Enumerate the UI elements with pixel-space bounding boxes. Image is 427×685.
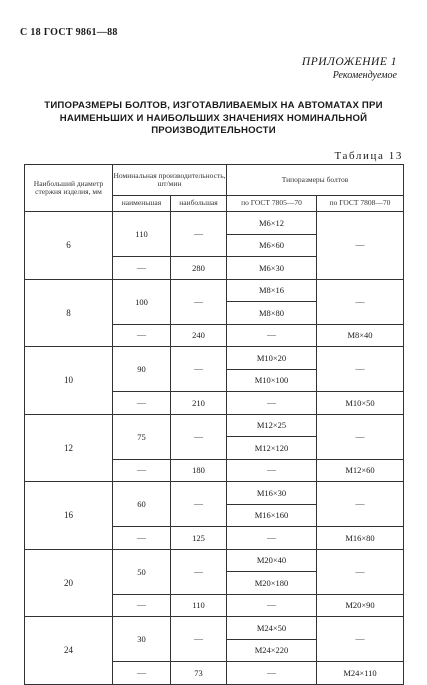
prod-min-cell: 60 [113, 482, 171, 527]
prod-max-cell: 210 [171, 392, 227, 415]
gost-7808-cell: М12×60 [317, 459, 404, 482]
dash-cell: — [227, 459, 317, 482]
dash-cell: — [113, 459, 171, 482]
header-prod-max: наибольшая [171, 196, 227, 212]
gost-7805-cell: М16×30 [227, 482, 317, 505]
dash-cell: — [227, 662, 317, 685]
header-gost-7805: по ГОСТ 7805—70 [227, 196, 317, 212]
gost-7805-cell: М16×160 [227, 504, 317, 527]
gost-7805-cell: М6×60 [227, 234, 317, 257]
table-row [25, 617, 404, 640]
gost-7805-cell: М12×25 [227, 414, 317, 437]
dash-cell: — [317, 414, 404, 459]
diameter-cell: 8 [25, 279, 113, 347]
title-line-3: ПРОИЗВОДИТЕЛЬНОСТИ [151, 125, 276, 136]
gost-7805-cell: М24×50 [227, 617, 317, 640]
dash-cell: — [317, 347, 404, 392]
dash-cell: — [171, 347, 227, 392]
appendix-title: ПРИЛОЖЕНИЕ 1 [301, 56, 397, 68]
table-row [25, 549, 404, 572]
diameter-cell: 12 [25, 414, 113, 482]
dash-cell: — [171, 212, 227, 257]
dash-cell: — [113, 324, 171, 347]
dash-cell: — [227, 324, 317, 347]
appendix-block [302, 56, 397, 82]
prod-min-cell: 50 [113, 549, 171, 594]
page-header: С 18 ГОСТ 9861—88 [20, 27, 118, 38]
gost-7805-cell: М6×30 [227, 257, 317, 280]
gost-7805-cell: М20×180 [227, 572, 317, 595]
header-diameter: Наибольший диаметр стержня изделия, мм [25, 165, 113, 212]
gost-7808-cell: М10×50 [317, 392, 404, 415]
gost-7805-cell: М20×40 [227, 549, 317, 572]
dash-cell: — [317, 279, 404, 324]
prod-max-cell: 125 [171, 527, 227, 550]
gost-7808-cell: М16×80 [317, 527, 404, 550]
title-line-2: НАИМЕНЬШИХ И НАИБОЛЬШИХ ЗНАЧЕНИЯХ НОМИНАЛЬНОЙ [59, 112, 368, 124]
dash-cell: — [317, 482, 404, 527]
dash-cell: — [317, 212, 404, 280]
diameter-cell: 6 [25, 212, 113, 280]
prod-min-cell: 100 [113, 279, 171, 324]
bolt-sizes-table [24, 164, 404, 685]
diameter-cell: 24 [25, 617, 113, 685]
prod-max-cell: 73 [171, 662, 227, 685]
header-productivity: Номинальная производительность, шт/мин [113, 165, 227, 196]
gost-7805-cell: М24×220 [227, 639, 317, 662]
title-line-1: ТИПОРАЗМЕРЫ БОЛТОВ, ИЗГОТАВЛИВАЕМЫХ НА АВТОМАТАХ ПРИ [44, 100, 383, 111]
gost-7805-cell: М10×20 [227, 347, 317, 370]
dash-cell: — [171, 482, 227, 527]
prod-max-cell: 110 [171, 594, 227, 617]
gost-7805-cell: М8×16 [227, 279, 317, 302]
dash-cell: — [113, 392, 171, 415]
appendix-subtitle: Рекомендуемое [332, 70, 397, 81]
dash-cell: — [113, 257, 171, 280]
diameter-cell: 20 [25, 549, 113, 617]
header-bolt-sizes: Типоразмеры болтов [227, 165, 404, 196]
prod-min-cell: 30 [113, 617, 171, 662]
gost-7808-cell: М20×90 [317, 594, 404, 617]
diameter-cell: 10 [25, 347, 113, 415]
gost-7805-cell: М6×12 [227, 212, 317, 235]
dash-cell: — [317, 549, 404, 594]
prod-max-cell: 180 [171, 459, 227, 482]
dash-cell: — [227, 392, 317, 415]
dash-cell: — [171, 549, 227, 594]
table-row [25, 414, 404, 437]
dash-cell: — [227, 594, 317, 617]
dash-cell: — [113, 662, 171, 685]
dash-cell: — [113, 594, 171, 617]
prod-min-cell: 75 [113, 414, 171, 459]
table-label: Таблица 13 [334, 150, 403, 162]
table-row [25, 347, 404, 370]
gost-7808-cell: М24×110 [317, 662, 404, 685]
prod-max-cell: 280 [171, 257, 227, 280]
dash-cell: — [171, 414, 227, 459]
diameter-cell: 16 [25, 482, 113, 550]
header-gost-7808: по ГОСТ 7808—70 [317, 196, 404, 212]
gost-7808-cell: М8×40 [317, 324, 404, 347]
dash-cell: — [171, 617, 227, 662]
table-row [25, 279, 404, 302]
document-title [20, 100, 407, 138]
prod-min-cell: 110 [113, 212, 171, 257]
dash-cell: — [227, 527, 317, 550]
gost-7805-cell: М12×120 [227, 437, 317, 460]
prod-max-cell: 240 [171, 324, 227, 347]
table-row [25, 482, 404, 505]
header-prod-min: наименьшая [113, 196, 171, 212]
dash-cell: — [171, 279, 227, 324]
dash-cell: — [113, 527, 171, 550]
dash-cell: — [317, 617, 404, 662]
gost-7805-cell: М8×80 [227, 302, 317, 325]
gost-7805-cell: М10×100 [227, 369, 317, 392]
table-row [25, 212, 404, 235]
prod-min-cell: 90 [113, 347, 171, 392]
